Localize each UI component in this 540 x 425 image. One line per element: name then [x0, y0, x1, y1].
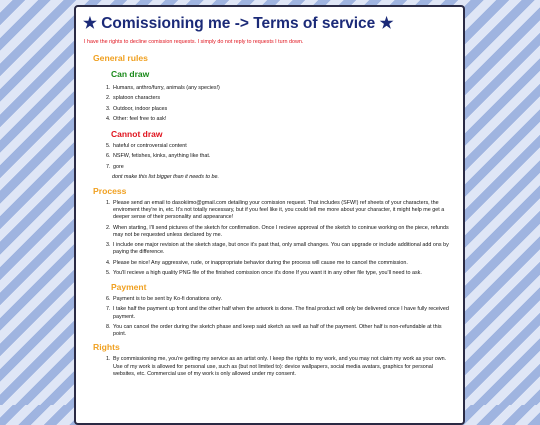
list-item: 6. Payment is to be sent by Ko-fi donations only. [112, 296, 456, 303]
list-item: 8. You can cancel the order during the sketch phase and keep said sketch as well as half of the payment. Other half is non-refundable at this point. [112, 324, 456, 338]
can-draw-heading: Can draw [111, 69, 150, 79]
terms-panel [74, 5, 465, 425]
general-rules-heading: General rules [93, 53, 148, 63]
list-item: 5. hateful or controversial content [112, 143, 456, 150]
can-draw-list [83, 85, 456, 123]
list-item: 2. splatoon characters [112, 95, 456, 102]
rights-heading: Rights [93, 342, 120, 353]
list-item: 3. Outdoor, indoor places [112, 106, 456, 113]
cannot-draw-note: dont make this list bigger than it needs to be. [112, 173, 219, 180]
list-item: 5. You'll recieve a high quality PNG file of the finished comission once it's done If you want it in any other file type, you'll need to ask. [112, 270, 456, 277]
rights-list [83, 356, 456, 378]
process-heading: Process [93, 185, 127, 196]
decline-warning: I have the rights to decline comission requests. I simply do not reply to requests I turn down. [84, 39, 304, 45]
process-list [83, 200, 456, 277]
list-item: 3. I include one major revision at the sketch stage, but once it's past that, only small changes. You can upgrade or include additional add ons by paying the difference. [112, 242, 456, 256]
list-item: 4. Other: feel free to ask! [112, 116, 456, 123]
page-title: ★ Comissioning me -> Terms of service ★ [83, 15, 394, 32]
cannot-draw-list [83, 143, 456, 171]
list-item: 1. Please send an email to dasokiimo@gmail.com detailing your comission request. That includes (SFW!) ref sheets of your characters, the enviroment they're in, etc. It's not totally necessary, but if you feel like it, you could tell me more about your character, it might help me get a deeper sense of their personality and appearance! [112, 200, 456, 222]
list-item: 1. By commissioning me, you're getting my service as an artist only. I keep the rights to my work, and you may not claim my work as your own. Use of my work is allowed for personal use, such as (but not limited to): device wallpapers, social media avatars, graphics for personal websites, etc. Commercial use of my work is only allowed under my consent. [112, 356, 456, 378]
payment-list [83, 296, 456, 338]
payment-heading: Payment [111, 282, 147, 293]
list-item: 2. When starting, I'll send pictures of the sketch for confirmation. Once I recieve approval of the sketch to coninue working on the piece, refunds may not be requested unless declared by me. [112, 225, 456, 239]
list-item: 6. NSFW, fetishes, kinks, anything like that. [112, 153, 456, 160]
list-item: 7. gore [112, 164, 456, 171]
list-item: 7. I take half the payment up front and the other half when the artwork is done. The final product will only be delivered once I have fully received payment. [112, 306, 456, 320]
list-item: 4. Please be nice! Any aggressive, rude, or inappropriate behavior during the process will cause me to cancel the commission. [112, 260, 456, 267]
cannot-draw-heading: Cannot draw [111, 129, 163, 140]
list-item: 1. Humans, anthro/furry, animals (any species!) [112, 85, 456, 92]
